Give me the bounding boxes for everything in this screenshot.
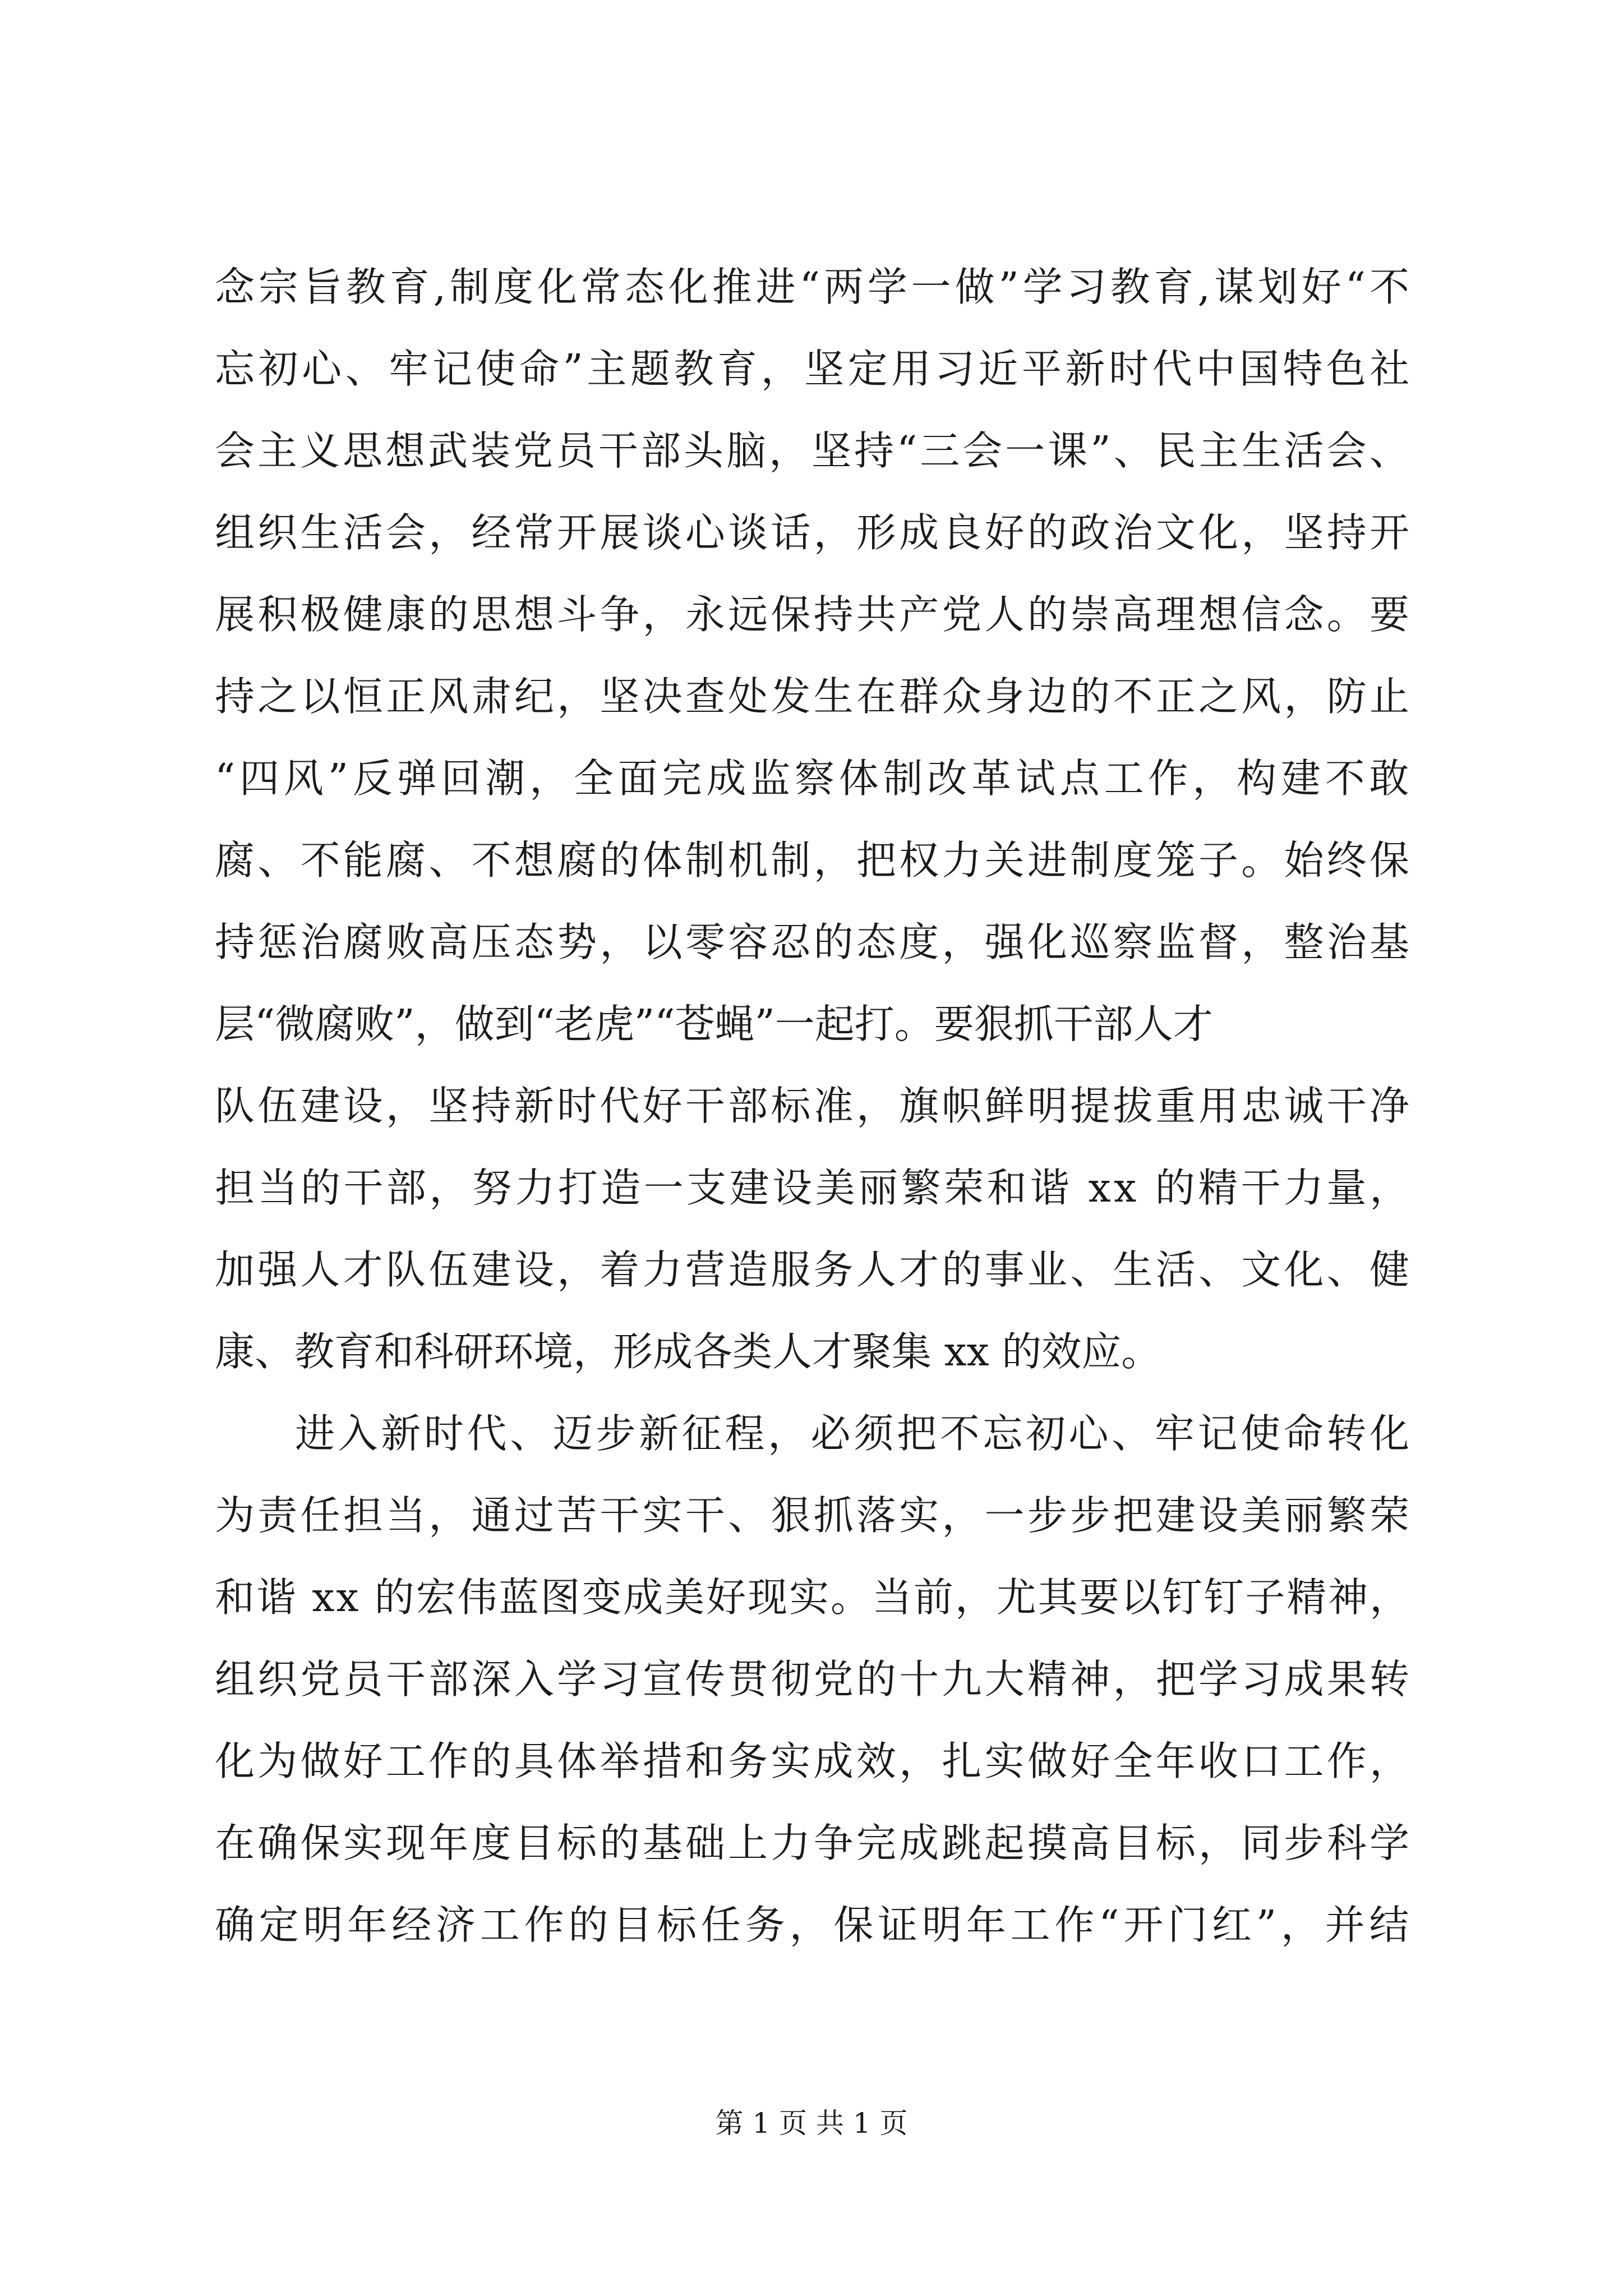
paragraph-2-line-3: 和谐 xx 的宏伟蓝图变成美好现实。当前，尤其要以钉钉子精神， (215, 1574, 1412, 1621)
paragraph-1-line-2: 忘初心、牢记使命”主题教育，坚定用习近平新时代中国特色社 (215, 346, 1413, 392)
paragraph-2-line-7: 确定明年经济工作的目标任务，保证明年工作“开门红”，并结 (215, 1902, 1414, 1948)
paragraph-1-line-1: 念宗旨教育,制度化常态化推进“两学一做”学习教育,谋划好“不 (215, 264, 1413, 310)
page-footer (0, 2104, 1623, 2143)
paragraph-1-line-10: 层“微腐败”，做到“老虎”“苍蝇”一起打。要狠抓干部人才 (215, 1001, 1213, 1047)
paragraph-1-line-12: 担当的干部，努力打造一支建设美丽繁荣和谐 xx 的精干力量， (215, 1165, 1413, 1211)
paragraph-1-line-8: 腐、不能腐、不想腐的体制机制，把权力关进制度笼子。始终保 (215, 837, 1413, 884)
paragraph-2-line-2: 为责任担当，通过苦干实干、狠抓落实，一步步把建设美丽繁荣 (215, 1492, 1413, 1539)
paragraph-2-line-1: 进入新时代、迈步新征程，必须把不忘初心、牢记使命转化 (295, 1410, 1413, 1457)
paragraph-1-line-5: 展积极健康的思想斗争，永远保持共产党人的崇高理想信念。要 (215, 591, 1413, 638)
paragraph-2-line-4: 组织党员干部深入学习宣传贯彻党的十九大精神，把学习成果转 (215, 1656, 1413, 1703)
paragraph-2-line-6: 在确保实现年度目标的基础上力争完成跳起摸高目标，同步科学 (215, 1820, 1413, 1866)
paragraph-1-line-7: “四风”反弹回潮，全面完成监察体制改革试点工作，构建不敢 (215, 755, 1414, 802)
paragraph-2-line-5: 化为做好工作的具体举措和务实成效，扎实做好全年收口工作， (215, 1738, 1413, 1784)
paragraph-1-line-14: 康、教育和科研环境，形成各类人才聚集 xx 的效应。 (215, 1328, 1161, 1375)
paragraph-1-line-6: 持之以恒正风肃纪，坚决查处发生在群众身边的不正之风，防止 (215, 673, 1413, 720)
paragraph-1-line-9: 持惩治腐败高压态势，以零容忍的态度，强化巡察监督，整治基 (215, 919, 1413, 965)
paragraph-1-line-3: 会主义思想武装党员干部头脑，坚持“三会一课”、民主生活会、 (215, 427, 1412, 474)
paragraph-1-line-4: 组织生活会，经常开展谈心谈话，形成良好的政治文化，坚持开 (215, 509, 1413, 556)
paragraph-1-line-13: 加强人才队伍建设，着力营造服务人才的事业、生活、文化、健 (215, 1246, 1413, 1293)
paragraph-1-line-11: 队伍建设，坚持新时代好干部标准，旗帜鲜明提拔重用忠诚干净 (215, 1083, 1413, 1129)
page-number-label: 第 1 页 共 1 页 (715, 2107, 908, 2139)
